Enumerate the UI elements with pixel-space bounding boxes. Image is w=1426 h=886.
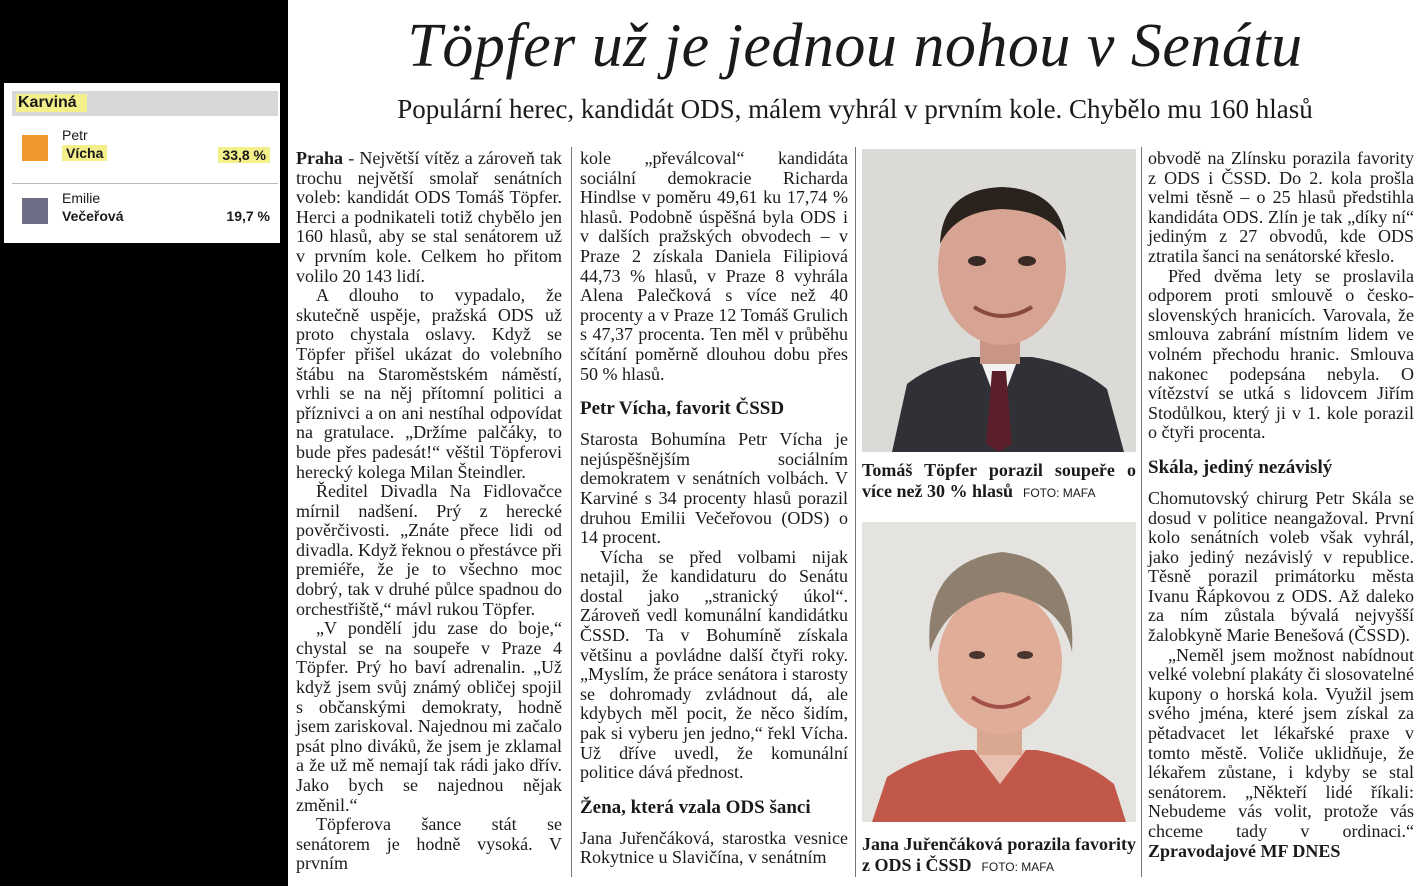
paragraph: Töpferova šance stát se senátorem je hodně vysoká. V prvním xyxy=(296,814,562,874)
party-color-swatch xyxy=(22,198,48,224)
paragraph: Ředitel Divadla Na Fidlovačce mírnil nadšení. Prý z herecké pověrčivosti. „Znáte přece lidi od divadla. Když řeknou o přestávce při premiéře, že je to všechno moc dobrý, tak v druhé půlce spadnou do orchestřiště,“ mávl rukou Töpfer. xyxy=(296,481,562,619)
section-heading: Skála, jediný nezávislý xyxy=(1148,456,1333,478)
paragraph: Vícha se před volbami nijak netajil, že kandidaturu do Senátu dostal jako „stranický úkol“. Zároveň vedl komunální kandidátku ČSSD. Ta v Bohumíně získala většinu a povládne další čtyři roky. „Myslím, že práce senátora i starosty se dohromady zvládnout dá, ale kdybych měl pocit, že něco šidím, pak si vyberu jen jedno,“ řekl Vícha. Už dříve uvedl, že komunální politice dává přednost. xyxy=(580,546,848,783)
region-name: Karviná xyxy=(16,94,87,112)
paragraph: Jana Juřenčáková, starostka vesnice Rokytnice u Slavičína, v senátním xyxy=(580,827,848,868)
candidate-first-name: Petr xyxy=(62,127,88,143)
paragraph-text: - Největší vítěz a zároveň tak trochu největší smolař senátních voleb: kandidát ODS Tomáš Töpfer. Herci a podnikateli totiž chybělo jen 160 hlasů, aby se stal senátorem už v prvním kole. Celkem ho přitom volilo 20 143 lidí. xyxy=(296,148,563,286)
column-rule xyxy=(1141,147,1142,877)
dateline: Praha xyxy=(296,148,343,168)
portrait-photo-jurencakova xyxy=(862,522,1136,822)
region-header xyxy=(12,91,278,116)
candidate-last-name: Večeřová xyxy=(62,208,124,224)
photo-credit: FOTO: MAFA xyxy=(1023,486,1096,500)
portrait-photo-topfer xyxy=(862,149,1136,452)
paragraph: Před dvěma lety se proslavila odporem proti smlouvě o česko-slovenských hranicích. Varovala, že smlouva zabrání místním lidem ve volném přechodu hranic. Smlouva nakonec podepsána nebyla. O vítězství se utká s lidovcem Jiřím Stodůlkou, který ji v 1. kole porazil o čtyři procenta. xyxy=(1148,265,1414,443)
article-column-4 xyxy=(1148,149,1414,861)
photo-caption xyxy=(862,460,1136,504)
results-sidebar xyxy=(4,83,280,243)
column-rule xyxy=(571,147,572,877)
candidate-first-name: Emilie xyxy=(62,190,101,206)
author-signature: Zpravodajové MF DNES xyxy=(1148,840,1341,861)
headline: Töpfer už je jednou nohou v Senátu xyxy=(407,12,1303,80)
paragraph: obvodě na Zlínsku porazila favority z ODS i ČSSD. Do 2. kola prošla velmi těsně – o 25 hlasů předstihla kandidáta ODS. Zlín je tak „díky ní“ jediným z 27 obvodů, kde ODS ztratila šanci na senátorské křeslo. xyxy=(1148,148,1414,266)
paragraph: Chomutovský chirurg Petr Skála se dosud v politice neangažoval. První kolo senátních voleb však vyhrál, jako jediný nezávislý v republice. Těsně porazil primátorku města Ivanu Řápkovou z ODS. Až daleko za ním zůstala bývalá nejvyšší žalobkyně Marie Benešová (ČSSD). xyxy=(1148,487,1414,646)
woman-portrait-image xyxy=(862,522,1136,822)
article-column-2 xyxy=(580,149,848,868)
man-portrait-image xyxy=(862,149,1136,452)
party-color-swatch xyxy=(22,135,48,161)
section-heading: Žena, která vzala ODS šanci xyxy=(580,796,811,818)
candidate-row xyxy=(12,125,278,175)
paragraph-text: „Neměl jsem možnost nabídnout velké volební plakáty či slosovatelné kupony o horská kola. Využil jsem svého jména, které jsem získal za pětadvacet let lékařské praxe v tomto městě. Voliče uklidňuje, že lékařem zůstane, i kdyby se stal senátorem. „Někteří lidé říkali: Nebudeme vás volit, protože vás chceme tady v ordinaci.“ xyxy=(1148,644,1414,841)
paragraph: Starosta Bohumína Petr Vícha je nejúspěšnějším sociálním demokratem v senátních volbách. V Karviné s 34 procenty hlasů porazil druhou Emilii Večeřovou (ODS) o 14 procent. xyxy=(580,429,848,548)
candidate-last-name: Vícha xyxy=(62,145,107,161)
column-rule xyxy=(855,147,856,877)
subheadline: Populární herec, kandidát ODS, málem vyhrál v prvním kole. Chybělo mu 160 hlasů xyxy=(397,94,1313,124)
candidate-row xyxy=(12,183,278,234)
caption-text: Tomáš Töpfer porazil soupeře o více než 30 % hlasů xyxy=(862,460,1136,501)
paragraph xyxy=(296,149,562,286)
paragraph: A dlouho to vypadalo, že skutečně uspěje, pražská ODS už proto chystala oslavy. Když se Töpfer přišel ukázat do volebního štábu na Staroměstském náměstí, vrhli se na něj přítomní politici a příznivci a on ani nestíhal odpovídat na gratulace. „Držíme palčáky, to bude přes padesát!“ věštil Töpferovi herecký kolega Milan Šteindler. xyxy=(296,285,562,482)
paragraph: „V pondělí jdu zase do boje,“ chystal se na soupeře v Praze 4 Töpfer. Prý ho baví adrenalin. „Už když jsem svůj známý obličej spojil s občanskými demokraty, hodně jsem zariskoval. Najednou mi začalo psát plno diváků, že jsem je zklamal a že už mě nemají tak rádi jako dřív. Jako bych se najednou nějak změnil.“ xyxy=(296,618,562,815)
candidate-percent: 19,7 % xyxy=(226,208,270,224)
section-heading: Petr Vícha, favorit ČSSD xyxy=(580,398,785,420)
photo-caption xyxy=(862,834,1136,878)
article-column-1 xyxy=(296,149,562,874)
candidate-percent: 33,8 % xyxy=(218,147,270,163)
paragraph: kole „převálcoval“ kandidáta sociální demokracie Richarda Hindlse v poměru 49,61 ku 17,74 % hlasů. Podobně úspěšná byla ODS i v dalších pražských obvodech – v Praze 2 získala Daniela Filipiová 44,73 % hlasů, v Praze 8 vyhrála Alena Palečková s více než 40 procenty a v Praze 12 Tomáš Grulich s 47,37 procenta. Ten měl v průběhu sčítání poměrně dlouhou dobu přes 50 % hlasů. xyxy=(580,148,848,384)
photo-credit: FOTO: MAFA xyxy=(981,860,1054,874)
paragraph xyxy=(1148,646,1414,862)
caption-text: Jana Juřenčáková porazila favority z ODS i ČSSD xyxy=(862,834,1136,875)
